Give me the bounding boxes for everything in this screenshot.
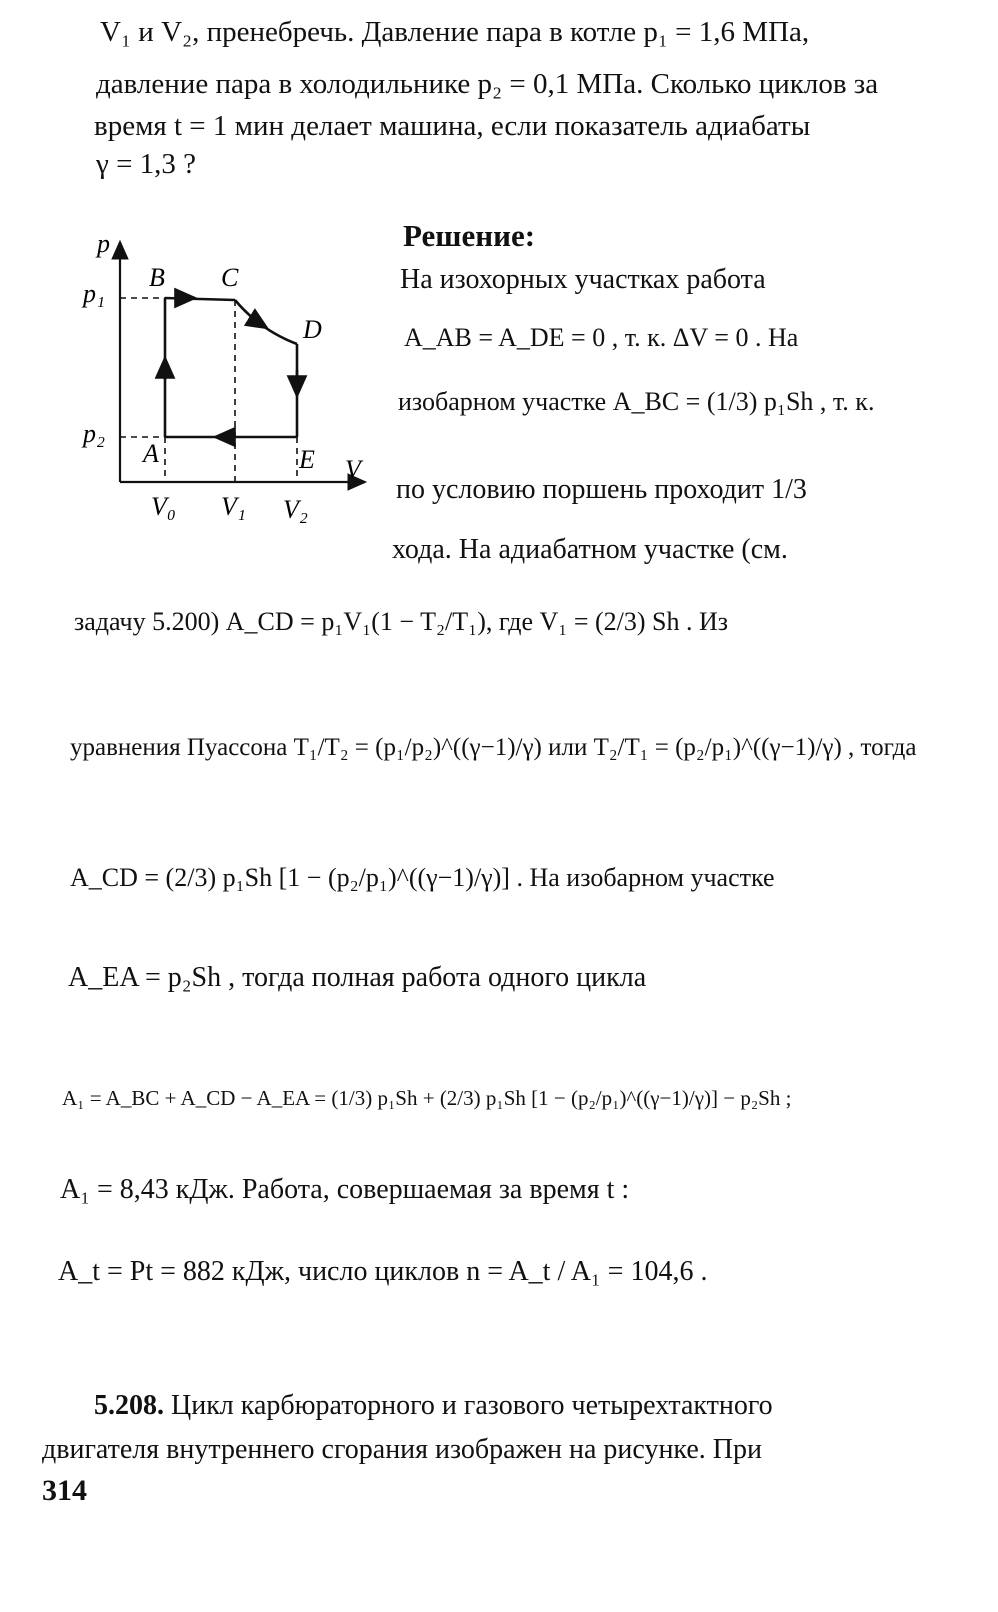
segment-cd xyxy=(235,300,297,344)
solution-line-4: по условию поршень проходит 1/3 xyxy=(396,474,807,505)
solution-line-9: A_EA = p₂Sh , тогда полная работа одного цикла xyxy=(68,962,647,993)
point-a-label: A xyxy=(143,439,159,468)
p1-label: p₁ xyxy=(83,279,106,308)
problem-line-4: γ = 1,3 ? xyxy=(96,148,197,180)
segment-cd-arrow xyxy=(251,318,267,328)
page-number: 314 xyxy=(42,1474,87,1507)
v-axis-label: V xyxy=(345,455,361,484)
problem-line-1: V₁ и V₂, пренебречь. Давление пара в котле p₁ = 1,6 МПа, xyxy=(100,16,810,48)
solution-line-8: A_CD = (2/3) p₁Sh [1 − (p₂/p₁)^((γ−1)/γ)] . На изобарном участке xyxy=(70,863,775,892)
v0-label: V₀ xyxy=(151,492,176,521)
solution-line-2: A_AB = A_DE = 0 , т. к. ΔV = 0 . На xyxy=(404,323,799,352)
next-problem-number: 5.208. xyxy=(94,1390,164,1421)
point-b-label: B xyxy=(149,263,165,292)
solution-line-5: хода. На адиабатном участке (см. xyxy=(392,534,788,565)
pv-diagram xyxy=(75,230,375,540)
solution-line-6: задачу 5.200) A_CD = p₁V₁(1 − T₂/T₁), где V₁ = (2/3) Sh . Из xyxy=(74,607,729,636)
v2-label: V₂ xyxy=(283,495,308,524)
solution-line-11: A₁ = 8,43 кДж. Работа, совершаемая за время t : xyxy=(60,1174,630,1205)
solution-line-1: На изохорных участках работа xyxy=(400,264,766,295)
point-c-label: C xyxy=(221,263,239,292)
next-problem-line-1 xyxy=(94,1388,773,1424)
p-axis-label: p xyxy=(97,230,110,258)
p2-label: p₂ xyxy=(83,419,106,448)
solution-line-7: уравнения Пуассона T₁/T₂ = (p₁/p₂)^((γ−1)/γ) или T₂/T₁ = (p₂/p₁)^((γ−1)/γ) , тогда xyxy=(70,734,917,761)
next-problem-line-2: двигателя внутреннего сгорания изображен на рисунке. При xyxy=(42,1434,762,1465)
point-d-label: D xyxy=(303,315,322,344)
solution-line-10: A₁ = A_BC + A_CD − A_EA = (1/3) p₁Sh + (2/3) p₁Sh [1 − (p₂/p₁)^((γ−1)/γ)] − p₂Sh ; xyxy=(62,1086,792,1110)
solution-line-3: изобарном участке A_BC = (1/3) p₁Sh , т. к. xyxy=(398,387,875,416)
point-e-label: E xyxy=(299,445,315,474)
next-problem-text-1: Цикл карбюраторного и газового четырехтактного xyxy=(171,1390,773,1421)
problem-line-3: время t = 1 мин делает машина, если показатель адиабаты xyxy=(94,110,811,142)
v1-label: V₁ xyxy=(221,492,246,521)
solution-line-12: A_t = Pt = 882 кДж, число циклов n = A_t / A₁ = 104,6 . xyxy=(58,1256,708,1287)
problem-line-2: давление пара в холодильнике p₂ = 0,1 МПа. Сколько циклов за xyxy=(96,68,879,100)
solution-heading: Решение: xyxy=(403,218,536,253)
